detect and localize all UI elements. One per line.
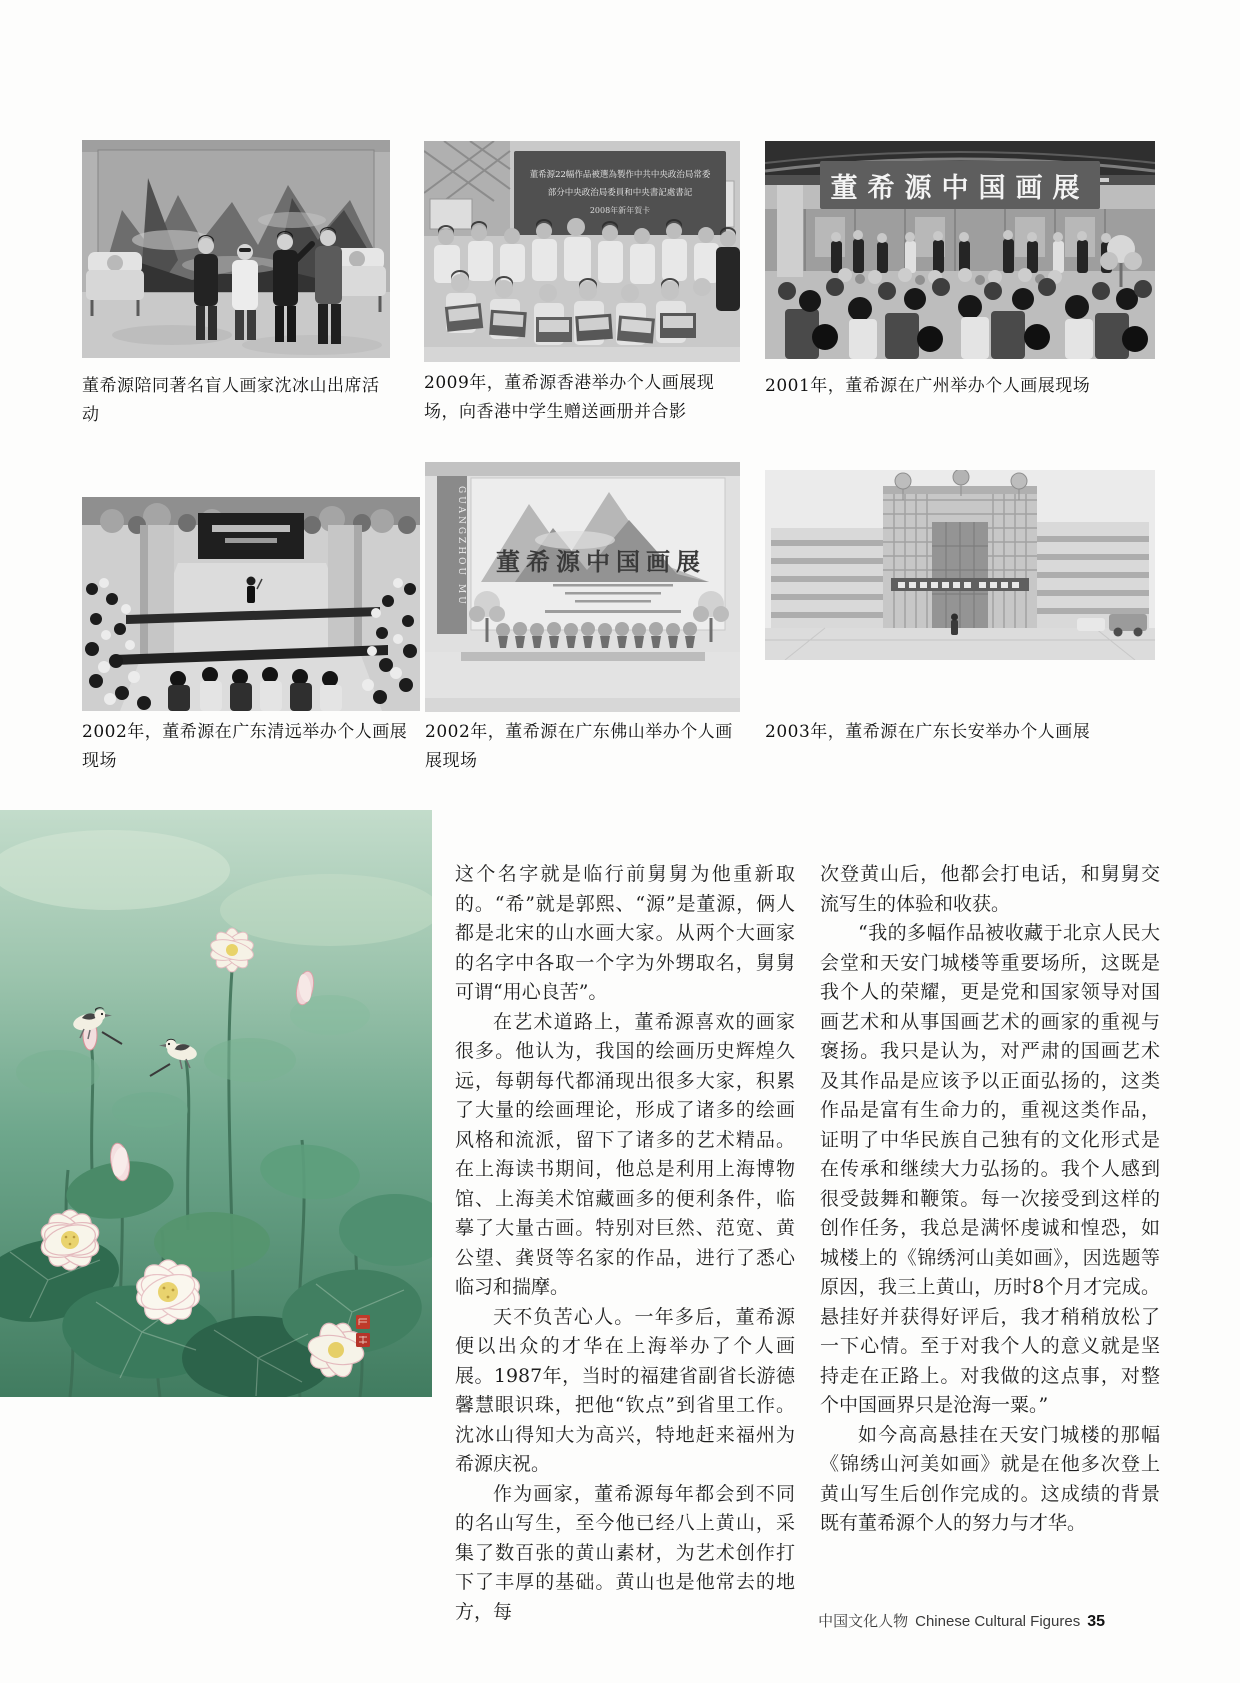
caption-row2-photo2: 2002年，董希源在广东佛山举办个人画展现场 xyxy=(425,722,733,771)
photo-guangzhou-2001 xyxy=(765,141,1155,359)
paragraph: 这个名字就是临行前舅舅为他重新取的。“希”就是郭熙、“源”是董源，俩人都是北宋的山水画大家。从两个大画家的名字中各取一个字为外甥取名，舅舅可谓“用心良苦”。 xyxy=(455,863,795,1003)
paragraph: 次登黄山后，他都会打电话，和舅舅交流写生的体验和收获。 xyxy=(820,863,1160,915)
backdrop-title-text: 董希源中国画展 xyxy=(496,547,706,576)
backdrop-text-line3: 2008年新年賀卡 xyxy=(589,206,651,215)
article-column-2 xyxy=(820,860,1160,1539)
exhibition-backdrop xyxy=(471,478,725,630)
photo-hongkong-2009 xyxy=(424,141,740,362)
backdrop-text-line1: 董希源22幅作品被選為製作中共中央政治局常委 xyxy=(529,170,711,180)
caption-row1-photo2: 2009年，董希源香港举办个人画展现场，向香港中学生赠送画册并合影 xyxy=(424,373,715,422)
photo-hongkong-2009-image xyxy=(424,141,740,362)
side-signage-text: GUANGZHOU MU xyxy=(456,486,466,607)
caption-row1-photo1: 董希源陪同著名盲人画家沈冰山出席活动 xyxy=(82,376,380,425)
paragraph: 天不负苦心人。一年多后，董希源便以出众的才华在上海举办了个人画展。1987年，当时的福建省副省长游德馨慧眼识珠，把他“钦点”到省里工作。沈冰山得知大为高兴，特地赶来福州为希源庆祝。 xyxy=(455,1305,795,1475)
backdrop-text-line2: 部分中央政治局委員和中央書記處書記 xyxy=(547,188,693,198)
building-glass-tower xyxy=(883,486,1037,628)
photo-foshan-2002-image xyxy=(425,462,740,712)
lotus-painting xyxy=(0,810,432,1397)
caption-row2-photo1: 2002年，董希源在广东清远举办个人画展现场 xyxy=(82,722,408,771)
photo-qingyuan-2002 xyxy=(82,497,420,711)
paragraph: 在艺术道路上，董希源喜欢的画家很多。他认为，我国的绘画历史辉煌久远，每朝每代都涌现出很多大家，积累了大量的绘画理论，形成了诸多的绘画风格和流派，留下了诸多的艺术精品。在上海读书期间，他总是利用上海博物馆、上海美术馆藏画多的便利条件，临摹了大量古画。特别对巨然、范宽、黄公望、龚贤等名家的作品，进行了悉心临习和揣摩。 xyxy=(455,1010,795,1298)
photo-shen-bingshan-event-image xyxy=(82,140,390,358)
ceremony-backdrop xyxy=(198,513,304,559)
photo-foshan-2002 xyxy=(425,462,740,712)
paragraph: 作为画家，董希源每年都会到不同的名山写生，至今他已经八上黄山，采集了数百张的黄山素材，为艺术创作打下了丰厚的基础。黄山也是他常去的地方，每 xyxy=(455,1482,795,1623)
photo-qingyuan-2002-image xyxy=(82,497,420,711)
entrance-banner xyxy=(891,578,1029,591)
photo-changan-2003-image xyxy=(765,470,1155,660)
page-number: 35 xyxy=(1087,1613,1105,1630)
photo-changan-2003 xyxy=(765,470,1155,660)
photo-guangzhou-2001-image xyxy=(765,141,1155,359)
article-column-1 xyxy=(455,860,795,1627)
paragraph: 如今高高悬挂在天安门城楼的那幅《锦绣山河美如画》就是在他多次登上黄山写生后创作完成的。这成绩的背景既有董希源个人的努力与才华。 xyxy=(820,1423,1160,1534)
exhibition-banner xyxy=(820,161,1100,209)
journal-name-cn: 中国文化人物 xyxy=(818,1613,909,1630)
side-signage xyxy=(437,476,467,634)
journal-name-en: Chinese Cultural Figures xyxy=(915,1613,1081,1630)
caption-row1-photo3: 2001年，董希源在广州举办个人画展现场 xyxy=(765,376,1091,396)
page-footer xyxy=(818,1610,1105,1631)
exhibition-backdrop-board xyxy=(514,151,726,235)
banner-text: 董希源中国画展 xyxy=(830,173,1090,204)
photo-shen-bingshan-event xyxy=(82,140,390,358)
building-right-wing xyxy=(1037,522,1149,628)
building-left-wing xyxy=(771,528,883,628)
paragraph: “我的多幅作品被收藏于北京人民大会堂和天安门城楼等重要场所，这既是我个人的荣耀，更是党和国家领导对国画艺术和从事国画艺术的画家的重视与褒扬。我只是认为，对严肃的国画艺术及其作品是应该予以正面弘扬的，这类作品是富有生命力的，重视这类作品，证明了中华民族自己独有的文化形式是在传承和继续大力弘扬的。我个人感到很受鼓舞和鞭策。每一次接受到这样的创作任务，我总是满怀虔诚和惶恐，如城楼上的《锦绣河山美如画》，因选题等原因，我三上黄山，历时8个月才完成。悬挂好并获得好评后，我才稍稍放松了一下心情。至于对我个人的意义就是坚持走在正路上。对我做的这点事，对整个中国画界只是沧海一粟。” xyxy=(820,922,1160,1416)
caption-row2-photo3: 2003年，董希源在广东长安举办个人画展 xyxy=(765,722,1091,742)
lotus-painting-image xyxy=(0,810,432,1397)
